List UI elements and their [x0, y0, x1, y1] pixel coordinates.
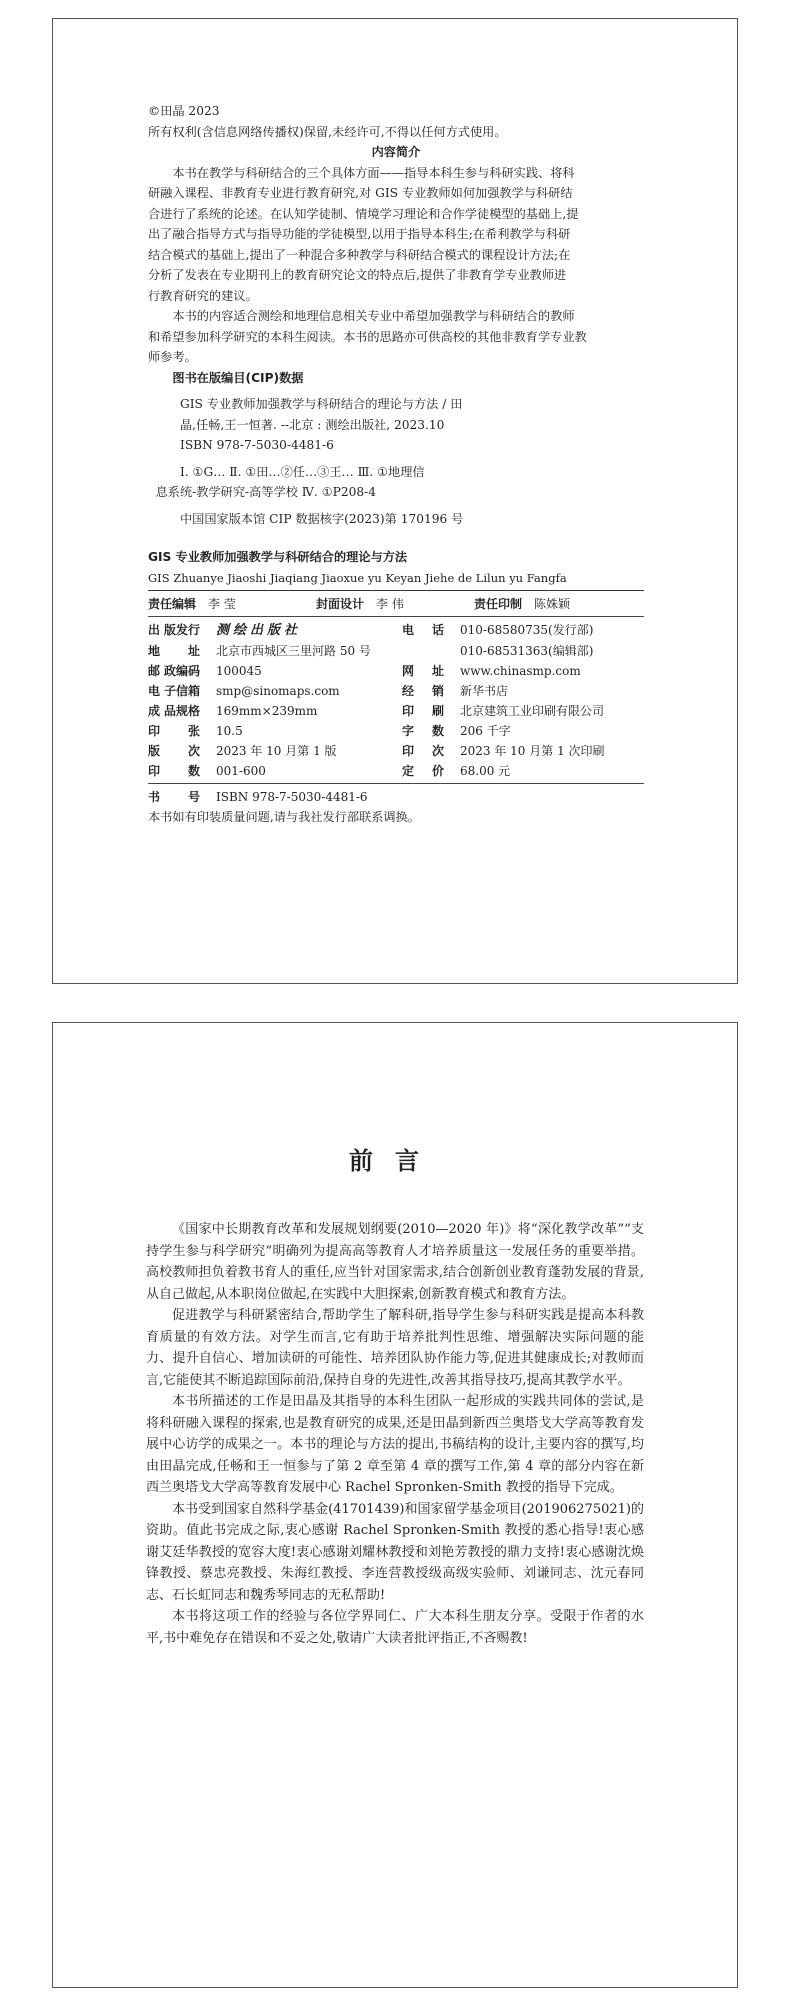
preface-paragraph: 本书所描述的工作是田晶及其指导的本科生团队一起形成的实践共同体的尝试,是将科研融入课程的探索,也是教育研究的成果,还是田晶到新西兰奥塔戈大学高等教育发展中心访学的成果之一。本书的理论与方法的提出,书稿结构的设计,主要内容的撰写,均由田晶完成,任畅和王一恒参与了第 2 章至第 4 章的撰写工作,第 4 章的部分内容在新西兰奥塔戈大学高等教育发展中心 Rachel Spronken-Smith 教授的指导下完成。 — [146, 1394, 644, 1495]
summary-line: 合进行了系统的论述。在认知学徒制、情境学习理论和合作学徒模型的基础上,提 — [148, 206, 579, 221]
info-row: 出 版发行 测绘出版社 电 话 010-68580735(发行部) — [148, 623, 594, 638]
preface-title: 前言 — [349, 1146, 441, 1175]
cip-number: 中国国家版本馆 CIP 数据核字(2023)第 170196 号 — [180, 511, 464, 526]
book-title-cn: GIS 专业教师加强教学与科研结合的理论与方法 — [148, 550, 408, 564]
info-row: 成 品规格 169mm×239mm 印 刷 北京建筑工业印刷有限公司 — [148, 704, 605, 718]
info-row: 印 数 001-600 定 价 68.00 元 — [148, 764, 511, 778]
copyright-line: ©田晶 2023 — [148, 104, 220, 118]
credits-row — [148, 594, 644, 614]
preface-body — [146, 1219, 644, 1649]
editor-name: 李 莹 — [208, 597, 236, 611]
cip-class-line: Ⅰ. ①G… Ⅱ. ①田…②任…③王… Ⅲ. ①地理信 — [180, 464, 425, 479]
quality-notice: 本书如有印装质量问题,请与我社发行部联系调换。 — [148, 810, 420, 824]
summary-line: 分析了发表在专业期刊上的教育研究论文的特点后,提供了非教育学专业教师进 — [148, 268, 567, 282]
summary-line: 本书的内容适合测绘和地理信息相关专业中希望加强教学与科研结合的教师 — [172, 309, 575, 323]
info-row: 版 次 2023 年 10 月第 1 版 印 次 2023 年 10 月第 1 次印刷 — [148, 744, 605, 758]
summary-line: 出了融合指导方式与指导功能的学徒模型,以用于指导本科生;在希利教学与科研 — [148, 227, 571, 241]
copyright-content — [148, 101, 644, 828]
editor-label: 责任编辑 — [148, 597, 197, 611]
info-row: 地 址 北京市西城区三里河路 50 号 010-68531363(编辑部) — [148, 644, 594, 658]
cover-designer: 李 伟 — [376, 597, 404, 611]
summary-heading: 内容简介 — [371, 145, 421, 159]
copyright-page — [52, 18, 738, 984]
isbn-table — [148, 787, 644, 807]
summary-paragraph-2 — [148, 306, 644, 368]
print-label: 责任印制 — [474, 597, 523, 611]
summary-line: 本书在教学与科研结合的三个具体方面——指导本科生参与科研实践、将科 — [172, 165, 575, 180]
summary-line: 行教育研究的建议。 — [148, 288, 258, 303]
preface-paragraph: 促进教学与科研紧密结合,帮助学生了解科研,指导学生参与科研实践是提高本科教育质量的有效方法。对学生而言,它有助于培养批判性思维、增强解决实际问题的能力、提升自信心、增加读研的可能性、培养团队协作能力等,促进其健康成长;对教师而言,它能使其不断追踪国际前沿,保持自身的先进性,改善其指导技巧,提高其教学水平。 — [146, 1308, 644, 1388]
cip-heading: 图书在版编目(CIP)数据 — [172, 370, 304, 385]
summary-line: 研融入课程、非教育专业进行教育研究,对 GIS 专业教师如何加强教学与科研结 — [148, 186, 573, 200]
rights-line: 所有权利(含信息网络传播权)保留,未经许可,不得以任何方式使用。 — [148, 124, 507, 139]
print-manager: 陈姝颖 — [534, 597, 571, 611]
info-row: 邮 政编码 100045 网 址 www.chinasmp.com — [148, 664, 581, 678]
cip-line: 晶,任畅,王一恒著. --北京 : 测绘出版社, 2023.10 — [180, 417, 445, 432]
summary-line: 师参考。 — [148, 350, 197, 364]
divider — [148, 783, 644, 784]
summary-line: 结合模式的基础上,提出了一种混合多种教学与科研结合模式的课程设计方法;在 — [148, 247, 571, 262]
info-row: 印 张 10.5 字 数 206 千字 — [148, 724, 511, 738]
book-title-pinyin: GIS Zhuanye Jiaoshi Jiaqiang Jiaoxue yu Keyan Jiehe de Lilun yu Fangfa — [148, 570, 567, 585]
cip-record — [148, 394, 644, 529]
publisher-logo: 测绘出版社 — [216, 623, 302, 638]
preface-paragraph: 《国家中长期教育改革和发展规划纲要(2010—2020 年)》将“深化教学改革”“支持学生参与科学研究”明确列为提高高等教育人才培养质量这一发展任务的重要举措。高校教师担负着教书育人的重任,应当针对国家需求,结合创新创业教育蓬勃发展的背景,从自己做起,从本职岗位做起,在实践中大胆探索,创新教育模式和教育方法。 — [146, 1222, 644, 1302]
info-row: 电 子信箱 smp@sinomaps.com 经 销 新华书店 — [148, 684, 509, 698]
isbn-row: 书 号 ISBN 978-7-5030-4481-6 — [148, 787, 644, 807]
preface-paragraph: 本书受到国家自然科学基金(41701439)和国家留学基金项目(201906275021)的资助。值此书完成之际,衷心感谢 Rachel Spronken-Smith 教授的悉心指导!衷心感谢艾廷华教授的宽容大度!衷心感谢刘耀林教授和刘艳芳教授的鼎力支持!衷心感谢沈焕锋教授、蔡忠亮教授、朱海红教授、李连营教授级高级实验师、刘谦同志、沈元春同志、石长虹同志和魏秀琴同志的无私帮助! — [146, 1501, 644, 1603]
divider — [148, 616, 644, 617]
cover-label: 封面设计 — [316, 597, 365, 611]
preface-page — [52, 1022, 738, 1988]
isbn-value: ISBN 978-7-5030-4481-6 — [216, 790, 368, 804]
summary-paragraph-1 — [148, 163, 644, 307]
cip-line: GIS 专业教师加强教学与科研结合的理论与方法 / 田 — [180, 397, 463, 411]
cip-class-line: 息系统-教学研究-高等学校 Ⅳ. ①P208-4 — [155, 485, 376, 499]
preface-paragraph: 本书将这项工作的经验与各位学界同仁、广大本科生朋友分享。受限于作者的水平,书中难免存在错误和不妥之处,敬请广大读者批评指正,不吝赐教! — [146, 1609, 644, 1646]
cip-line: ISBN 978-7-5030-4481-6 — [180, 438, 334, 452]
summary-line: 和希望参加科学研究的本科生阅读。本书的思路亦可供高校的其他非教育学专业教 — [148, 329, 587, 344]
publication-info-table — [148, 620, 644, 781]
divider — [148, 590, 644, 591]
